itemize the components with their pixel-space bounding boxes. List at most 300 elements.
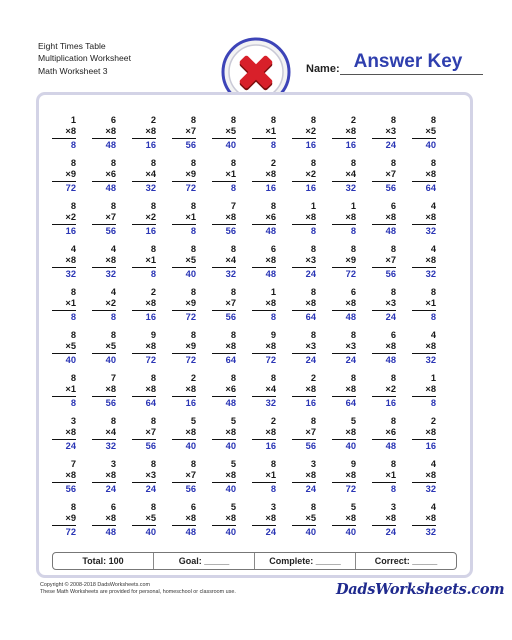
multiplier-value: 3 [390,298,396,309]
multiplier [212,384,236,397]
multiplicand: 1 [270,287,276,297]
multiplier-value: 8 [270,255,276,266]
multiplicand: 5 [230,416,236,426]
multiplier-value: 8 [110,255,116,266]
problem-item [80,115,116,151]
multiplier [372,212,396,225]
problem-item [160,416,196,452]
multiplier [92,427,116,440]
multiplier [212,298,236,311]
answer: 48 [185,526,196,537]
answer: 24 [345,354,356,365]
answer: 24 [385,311,396,322]
multiplier [52,470,76,483]
multiplier-value: 5 [190,255,196,266]
problem-item [40,115,76,151]
answer: 40 [105,354,116,365]
multiplier-value: 7 [390,255,396,266]
answer: 48 [385,440,396,451]
multiplier [412,212,436,225]
multiplier [172,255,196,268]
multiplier [292,298,316,311]
times-operator: × [185,470,191,481]
answer: 24 [305,268,316,279]
multiplier-value: 7 [310,427,316,438]
multiplicand: 6 [350,287,356,297]
multiplier [412,126,436,139]
multiplicand: 9 [150,330,156,340]
multiplier-value: 1 [70,298,76,309]
answer: 72 [185,354,196,365]
answer: 8 [150,268,156,279]
multiplicand: 8 [110,158,116,168]
multiplicand: 8 [430,287,436,297]
multiplier-value: 5 [150,513,156,524]
multiplicand: 2 [270,416,276,426]
worksheet-number: Math Worksheet 3 [38,65,108,76]
times-operator: × [385,384,391,395]
multiplier [252,255,276,268]
times-operator: × [185,341,191,352]
answer: 72 [185,311,196,322]
answer: 16 [345,139,356,150]
answer: 48 [385,354,396,365]
multiplier [52,169,76,182]
problem-item [360,287,396,323]
multiplicand: 8 [190,459,196,469]
times-operator: × [65,212,71,223]
multiplier-value: 8 [150,126,156,137]
multiplier [172,298,196,311]
answer: 16 [385,397,396,408]
multiplier-value: 8 [390,513,396,524]
multiplier [412,384,436,397]
times-operator: × [345,212,351,223]
multiplier [332,298,356,311]
problem-item [80,373,116,409]
multiplier [172,513,196,526]
problem-item [200,330,236,366]
worksheet-header [38,40,131,77]
answer: 8 [430,397,436,408]
problem-item [360,459,396,495]
problem-item [400,115,436,151]
multiplier [372,341,396,354]
multiplier [132,341,156,354]
times-operator: × [425,427,431,438]
problem-item [120,287,156,323]
multiplicand: 2 [150,287,156,297]
answer: 8 [70,139,76,150]
times-operator: × [105,255,111,266]
multiplier-value: 8 [70,427,76,438]
multiplier [412,298,436,311]
multiplier-value: 8 [230,513,236,524]
answer: 8 [390,483,396,494]
problem-item [400,459,436,495]
multiplicand: 2 [430,416,436,426]
problem-item [40,502,76,538]
times-operator: × [105,169,111,180]
multiplier-value: 8 [430,427,436,438]
problem-item [80,416,116,452]
times-operator: × [305,470,311,481]
answer: 40 [425,139,436,150]
problem-item [80,244,116,280]
times-operator: × [265,470,271,481]
multiplicand: 8 [390,287,396,297]
multiplier [372,384,396,397]
answer: 8 [270,311,276,322]
answer: 16 [185,397,196,408]
times-operator: × [265,341,271,352]
answer: 56 [145,440,156,451]
multiplicand: 8 [230,158,236,168]
multiplicand: 8 [390,373,396,383]
multiplicand: 8 [310,158,316,168]
answer: 40 [65,354,76,365]
answer: 72 [65,526,76,537]
multiplicand: 3 [390,502,396,512]
multiplier-value: 8 [430,255,436,266]
problem-item [120,158,156,194]
multiplier-value: 6 [270,212,276,223]
multiplier [212,169,236,182]
problem-item [360,330,396,366]
multiplier [292,470,316,483]
score-footer [52,552,457,570]
multiplier [132,255,156,268]
multiplier-value: 8 [310,470,316,481]
problem-item [160,115,196,151]
problem-item [280,287,316,323]
problem-item [200,244,236,280]
problem-item [280,158,316,194]
answer: 24 [385,526,396,537]
problem-item [120,459,156,495]
problem-item [360,158,396,194]
multiplier-value: 1 [390,470,396,481]
multiplier [132,470,156,483]
problem-item [40,244,76,280]
answer: 40 [225,440,236,451]
multiplier [92,169,116,182]
multiplier [292,212,316,225]
multiplier [292,384,316,397]
times-operator: × [425,341,431,352]
multiplicand: 8 [190,244,196,254]
multiplier [132,298,156,311]
answer: 40 [225,139,236,150]
answer: 72 [145,354,156,365]
multiplicand: 8 [230,287,236,297]
answer: 32 [345,182,356,193]
multiplier-value: 4 [270,384,276,395]
answer: 48 [265,225,276,236]
multiplicand: 5 [350,416,356,426]
problem-item [320,330,356,366]
times-operator: × [265,513,271,524]
multiplier-value: 8 [430,341,436,352]
multiplier [132,212,156,225]
multiplicand: 6 [390,330,396,340]
answer: 56 [185,139,196,150]
multiplicand: 8 [190,115,196,125]
multiplicand: 2 [350,115,356,125]
answer: 32 [105,440,116,451]
multiplicand: 2 [150,115,156,125]
multiplicand: 2 [310,373,316,383]
multiplicand: 8 [190,330,196,340]
times-operator: × [425,126,431,137]
times-operator: × [385,126,391,137]
times-operator: × [385,341,391,352]
multiplier-value: 1 [430,298,436,309]
multiplier-value: 8 [70,470,76,481]
times-operator: × [65,470,71,481]
times-operator: × [425,169,431,180]
multiplier-value: 6 [230,384,236,395]
multiplier [52,427,76,440]
multiplier [252,212,276,225]
times-operator: × [305,384,311,395]
multiplicand: 6 [190,502,196,512]
multiplier-value: 5 [430,126,436,137]
times-operator: × [225,169,231,180]
problem-item [280,115,316,151]
times-operator: × [305,341,311,352]
multiplicand: 8 [230,330,236,340]
answer: 24 [385,139,396,150]
times-operator: × [105,384,111,395]
times-operator: × [225,470,231,481]
times-operator: × [265,298,271,309]
multiplier-value: 1 [70,384,76,395]
usage-line: These Math Worksheets are provided for personal, homeschool or classroom use. [40,589,236,595]
times-operator: × [145,384,151,395]
multiplicand: 8 [190,158,196,168]
times-operator: × [345,169,351,180]
problem-item [280,330,316,366]
multiplicand: 4 [430,201,436,211]
multiplier-value: 1 [230,169,236,180]
problem-item [280,416,316,452]
multiplier-value: 8 [430,513,436,524]
multiplicand: 8 [110,416,116,426]
multiplicand: 9 [270,330,276,340]
multiplier [332,384,356,397]
multiplier-value: 8 [190,384,196,395]
multiplier [172,470,196,483]
answer: 72 [345,483,356,494]
multiplicand: 8 [150,459,156,469]
multiplier [412,341,436,354]
multiplier-value: 1 [270,470,276,481]
multiplier-value: 9 [70,169,76,180]
multiplicand: 7 [230,201,236,211]
times-operator: × [305,255,311,266]
multiplicand: 3 [110,459,116,469]
answer: 8 [310,225,316,236]
multiplier [372,126,396,139]
multiplier [332,169,356,182]
multiplicand: 2 [270,158,276,168]
times-operator: × [65,341,71,352]
times-operator: × [65,255,71,266]
multiplicand: 6 [270,244,276,254]
multiplicand: 8 [230,244,236,254]
answer: 72 [185,182,196,193]
answer: 64 [305,311,316,322]
complete-cell: Complete: _____ [255,553,356,569]
answer: 56 [305,440,316,451]
multiplier-value: 8 [70,255,76,266]
times-operator: × [145,255,151,266]
times-operator: × [305,513,311,524]
multiplier [172,169,196,182]
multiplicand: 7 [70,459,76,469]
multiplicand: 1 [430,373,436,383]
answer: 24 [305,354,316,365]
multiplier [92,384,116,397]
problem-item [160,158,196,194]
problem-item [400,330,436,366]
multiplier-value: 2 [390,384,396,395]
times-operator: × [185,169,191,180]
problem-item [400,244,436,280]
multiplier-value: 4 [230,255,236,266]
answer: 32 [105,268,116,279]
multiplicand: 8 [70,201,76,211]
worksheet-subtitle: Multiplication Worksheet [38,53,131,64]
problem-item [160,502,196,538]
multiplier-value: 8 [150,384,156,395]
answer: 16 [305,397,316,408]
problem-item [80,459,116,495]
multiplier [52,298,76,311]
times-operator: × [425,212,431,223]
multiplier [332,470,356,483]
multiplier-value: 8 [430,470,436,481]
multiplier [252,298,276,311]
times-operator: × [225,513,231,524]
times-operator: × [265,384,271,395]
multiplicand: 1 [70,115,76,125]
problem-item [400,373,436,409]
times-operator: × [345,427,351,438]
problem-item [40,459,76,495]
answer: 32 [425,354,436,365]
multiplier [92,470,116,483]
multiplier-value: 5 [110,341,116,352]
times-operator: × [225,126,231,137]
times-operator: × [345,126,351,137]
multiplier [212,427,236,440]
problem-item [320,373,356,409]
multiplier-value: 7 [150,427,156,438]
multiplier-value: 8 [310,212,316,223]
multiplicand: 8 [190,201,196,211]
multiplier-value: 8 [350,513,356,524]
multiplicand: 8 [70,373,76,383]
multiplier-value: 7 [110,212,116,223]
answer: 40 [345,440,356,451]
multiplier [172,212,196,225]
problem-item [200,373,236,409]
answer: 48 [105,182,116,193]
times-operator: × [345,341,351,352]
times-operator: × [385,255,391,266]
problem-item [280,244,316,280]
multiplier-value: 2 [150,212,156,223]
times-operator: × [185,255,191,266]
problem-item [80,158,116,194]
multiplier-value: 9 [190,341,196,352]
multiplicand: 8 [110,201,116,211]
multiplier [92,255,116,268]
multiplicand: 8 [230,373,236,383]
multiplier [292,513,316,526]
times-operator: × [105,470,111,481]
multiplier-value: 8 [110,513,116,524]
multiplier-value: 1 [270,126,276,137]
answer: 32 [145,182,156,193]
answer: 16 [305,139,316,150]
problem-item [80,201,116,237]
times-operator: × [345,255,351,266]
multiplier [52,341,76,354]
answer: 32 [265,397,276,408]
times-operator: × [305,126,311,137]
multiplier [372,470,396,483]
times-operator: × [65,513,71,524]
multiplicand: 8 [350,373,356,383]
multiplier [332,427,356,440]
problem-item [360,373,396,409]
times-operator: × [185,427,191,438]
answer: 56 [385,268,396,279]
multiplier [372,298,396,311]
multiplier [92,126,116,139]
multiplicand: 8 [430,115,436,125]
multiplier [332,126,356,139]
goal-cell: Goal: _____ [154,553,255,569]
answer: 40 [345,526,356,537]
multiplicand: 8 [150,502,156,512]
answer: 48 [225,397,236,408]
problem-item [320,201,356,237]
answer: 16 [265,182,276,193]
problem-item [80,502,116,538]
multiplier-value: 8 [230,212,236,223]
copyright-notice [40,582,236,596]
multiplier [372,513,396,526]
answer: 56 [225,225,236,236]
times-operator: × [105,298,111,309]
problem-item [120,330,156,366]
multiplier-value: 8 [350,470,356,481]
multiplier-value: 6 [110,169,116,180]
problem-item [400,416,436,452]
answer: 48 [105,526,116,537]
multiplicand: 8 [70,330,76,340]
multiplier-value: 8 [390,212,396,223]
multiplier-value: 8 [270,513,276,524]
multiplicand: 6 [110,502,116,512]
multiplier-value: 8 [270,298,276,309]
multiplicand: 8 [390,416,396,426]
times-operator: × [225,341,231,352]
